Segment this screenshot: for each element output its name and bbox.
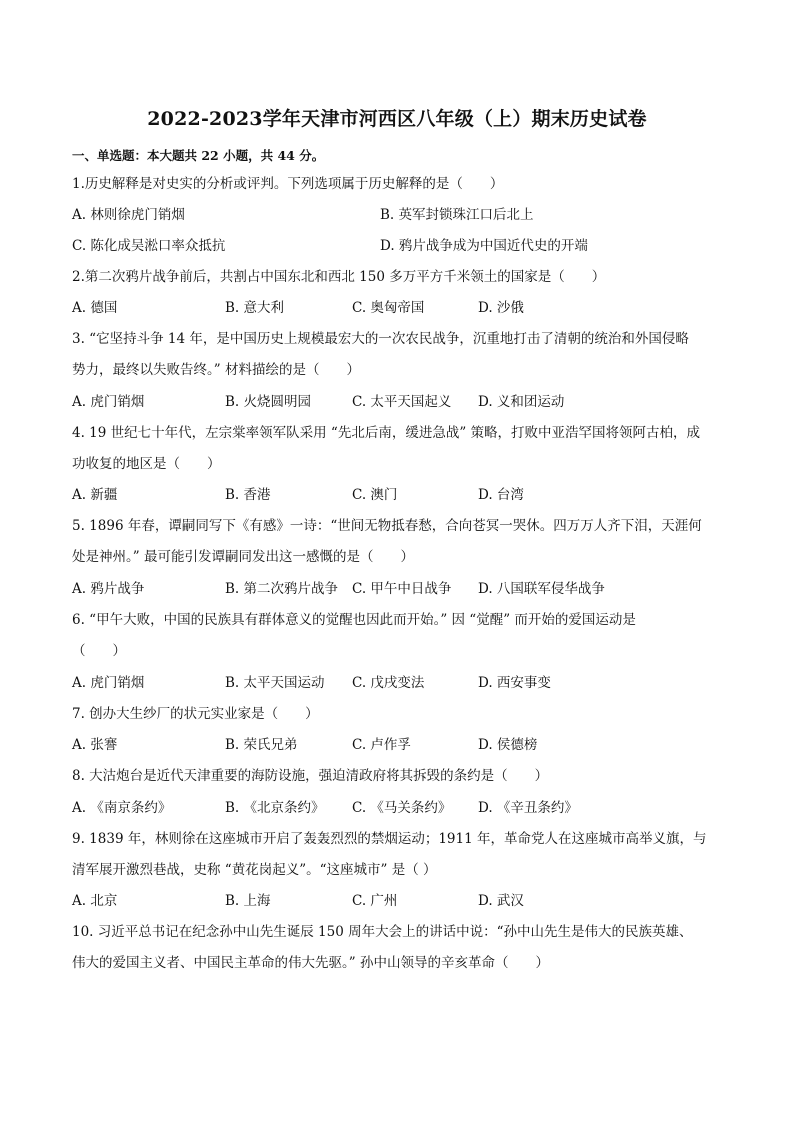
question-stem: 2.第二次鸦片战争前后，共割占中国东北和西北 150 多万平方千米领土的国家是（ ） [72, 269, 606, 285]
option-c[interactable]: C. 澳门 [352, 487, 398, 503]
option-b[interactable]: B. 荣氏兄弟 [225, 737, 298, 753]
question-7 [72, 699, 732, 730]
option-b[interactable]: B. 《北京条约》 [225, 800, 325, 816]
options-row [72, 886, 732, 917]
option-c[interactable]: C. 奥匈帝国 [352, 300, 425, 316]
option-a[interactable]: A. 林则徐虎门销烟 [72, 207, 185, 223]
option-a[interactable]: A. 鸦片战争 [72, 581, 145, 597]
option-c[interactable]: C. 太平天国起义 [352, 394, 452, 410]
question-stem: 势力，最终以失败告终。” 材料描绘的是（ ） [72, 362, 360, 378]
option-b[interactable]: B. 太平天国运动 [225, 675, 325, 691]
question-stem: 清军展开激烈巷战，史称 “黄花岗起义”。“这座城市” 是（ ） [72, 862, 437, 878]
question-8 [72, 761, 732, 792]
question-stem: 3. “它坚持斗争 14 年，是中国历史上规模最宏大的一次农民战争，沉重地打击了清朝的统治和外国侵略 [72, 331, 689, 347]
option-d[interactable]: D. 《辛丑条约》 [478, 800, 578, 816]
option-c[interactable]: C. 广州 [352, 893, 398, 909]
question-stem: 10. 习近平总书记在纪念孙中山先生诞辰 150 周年大会上的讲话中说：“孙中山先生是伟大的民族英雄、 [72, 924, 693, 940]
question-2 [72, 262, 732, 293]
option-b[interactable]: B. 第二次鸦片战争 [225, 581, 339, 597]
options-row [72, 668, 732, 699]
options-row [72, 574, 732, 605]
question-3 [72, 324, 732, 386]
question-5 [72, 511, 732, 573]
option-b[interactable]: B. 英军封锁珠江口后北上 [380, 207, 534, 223]
options-row [72, 231, 732, 262]
option-d[interactable]: D. 义和团运动 [478, 394, 565, 410]
option-c[interactable]: C. 甲午中日战争 [352, 581, 452, 597]
option-d[interactable]: D. 台湾 [478, 487, 524, 503]
option-a[interactable]: A. 新疆 [72, 487, 118, 503]
options-row [72, 200, 732, 231]
option-d[interactable]: D. 八国联军侵华战争 [478, 581, 605, 597]
option-b[interactable]: B. 香港 [225, 487, 271, 503]
option-b[interactable]: B. 火烧圆明园 [225, 394, 312, 410]
option-c[interactable]: C. 卢作孚 [352, 737, 411, 753]
question-stem: 9. 1839 年，林则徐在这座城市开启了轰轰烈烈的禁烟运动；1911 年，革命党人在这座城市高举义旗，与 [72, 831, 707, 847]
question-stem: 5. 1896 年春，谭嗣同写下《有感》一诗：“世间无物抵春愁，合向苍冥一哭休。四万万人齐下泪，天涯何 [72, 518, 702, 534]
option-b[interactable]: B. 意大利 [225, 300, 285, 316]
options-row [72, 730, 732, 761]
option-a[interactable]: A. 德国 [72, 300, 118, 316]
question-stem: 伟大的爱国主义者、中国民主革命的伟大先驱。” 孙中山领导的辛亥革命（ ） [72, 955, 549, 971]
option-a[interactable]: A. 《南京条约》 [72, 800, 172, 816]
option-c[interactable]: C. 《马关条约》 [352, 800, 452, 816]
question-4 [72, 418, 732, 480]
question-stem: 6. “甲午大败，中国的民族具有群体意义的觉醒也因此而开始。” 因 “觉醒” 而开始的爱国运动是 [72, 612, 636, 628]
page-title: 2022-2023学年天津市河西区八年级（上）期末历史试卷 [147, 108, 647, 130]
options-row [72, 793, 732, 824]
option-d[interactable]: D. 沙俄 [478, 300, 524, 316]
question-10 [72, 917, 732, 979]
options-row [72, 293, 732, 324]
question-9 [72, 824, 732, 886]
question-stem: 1.历史解释是对史实的分析或评判。下列选项属于历史解释的是（ ） [72, 176, 504, 192]
option-c[interactable]: C. 戊戌变法 [352, 675, 425, 691]
option-d[interactable]: D. 侯德榜 [478, 737, 538, 753]
question-stem: 4. 19 世纪七十年代，左宗棠率领军队采用 “先北后南，缓进急战” 策略，打败中亚浩罕国将领阿古柏，成 [72, 425, 701, 441]
question-stem: 7. 创办大生纱厂的状元实业家是（ ） [72, 706, 319, 722]
section-heading: 一、单选题：本大题共 22 小题，共 44 分。 [72, 148, 325, 163]
option-a[interactable]: A. 北京 [72, 893, 118, 909]
option-c[interactable]: C. 陈化成吴淞口率众抵抗 [72, 238, 226, 254]
option-a[interactable]: A. 虎门销烟 [72, 394, 145, 410]
option-a[interactable]: A. 张謇 [72, 737, 118, 753]
options-row [72, 387, 732, 418]
option-d[interactable]: D. 鸦片战争成为中国近代史的开端 [380, 238, 588, 254]
question-6 [72, 605, 732, 667]
option-a[interactable]: A. 虎门销烟 [72, 675, 145, 691]
question-stem: 功收复的地区是（ ） [72, 456, 221, 472]
options-row [72, 480, 732, 511]
option-b[interactable]: B. 上海 [225, 893, 271, 909]
question-stem: 8. 大沽炮台是近代天津重要的海防设施，强迫清政府将其拆毁的条约是（ ） [72, 768, 549, 784]
option-d[interactable]: D. 西安事变 [478, 675, 551, 691]
option-d[interactable]: D. 武汉 [478, 893, 524, 909]
question-stem: （ ） [72, 643, 126, 659]
question-stem: 处是神州。” 最可能引发谭嗣同发出这一感慨的是（ ） [72, 549, 414, 565]
question-1 [72, 169, 732, 200]
